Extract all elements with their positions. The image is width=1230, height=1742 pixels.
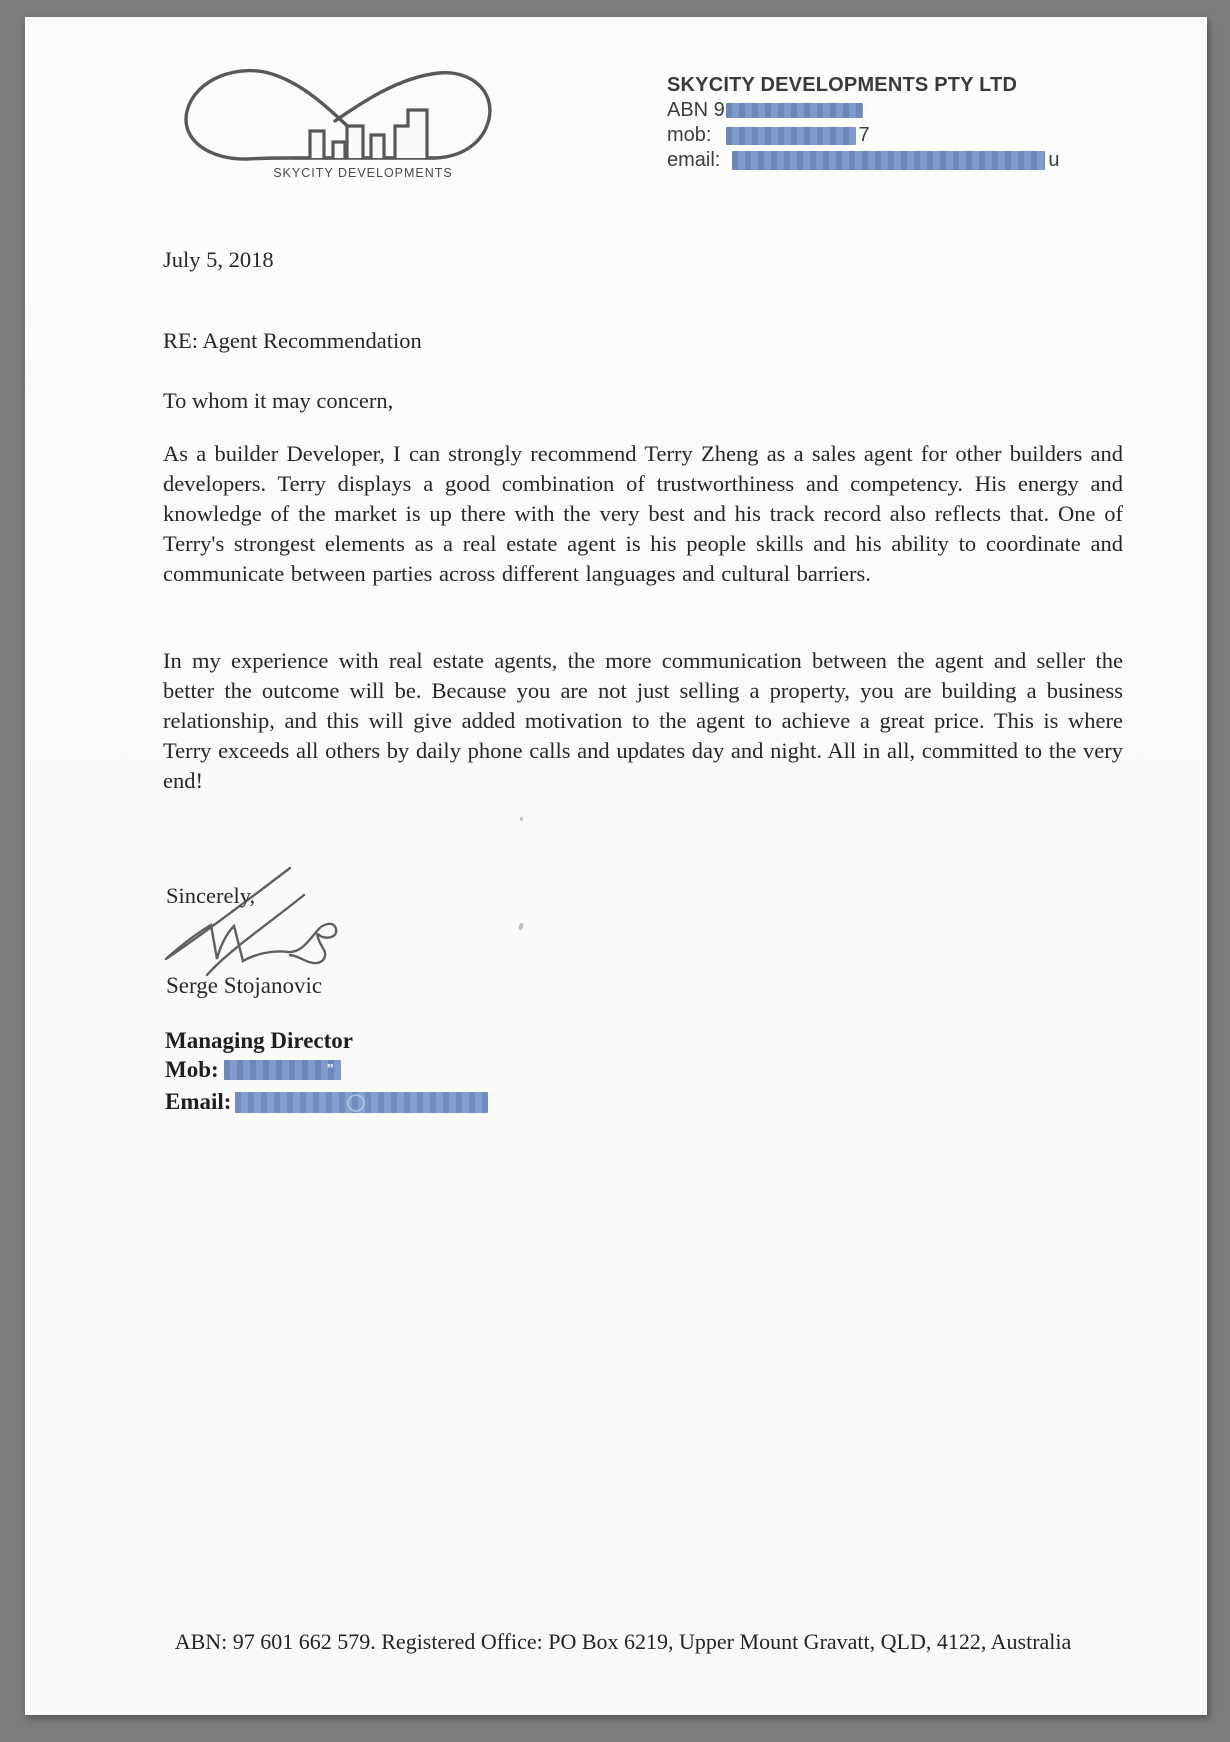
skycity-logo (177, 63, 499, 187)
mobile-suffix: 7 (858, 124, 870, 146)
email-label: email: (667, 149, 721, 171)
redaction-artifact-mark: ” (326, 1062, 334, 1077)
scan-speck (518, 923, 524, 931)
letter-date: July 5, 2018 (163, 247, 274, 272)
scan-speck (520, 817, 523, 821)
letter-page (25, 17, 1207, 1715)
email-redaction-bar (732, 151, 1045, 170)
email-line (667, 148, 1059, 173)
signer-name: Serge Stojanovic (166, 973, 323, 998)
letter-closing: Sincerely, (166, 883, 256, 908)
footer-abn-line: ABN: 97 601 662 579. Registered Office: PO Box 6219, Upper Mount Gravatt, QLD, 4122, Australia (174, 1629, 1072, 1654)
letter-salutation: To whom it may concern, (163, 388, 394, 413)
mobile-label: mob: (667, 124, 712, 146)
signer-email-line (165, 1089, 488, 1115)
email-suffix: u (1048, 149, 1060, 171)
logo-wordmark: SKYCITY DEVELOPMENTS (273, 166, 453, 180)
abn-line (667, 98, 1059, 123)
letter-paragraph-2: In my experience with real estate agents, the more communication between the agent and seller the better the outcome will be. Because you are not just selling a property, you are building a business relationship, and this will give added motivation to the agent to achieve a great price. This is where Terry exceeds all others by daily phone calls and updates day and night. All in all, committed to the very end! (163, 648, 1123, 793)
signer-mobile-label: Mob: (165, 1057, 219, 1082)
letter-paragraph-1: As a builder Developer, I can strongly recommend Terry Zheng as a sales agent for other builders and developers. Terry displays a good combination of trustworthiness and competency. His energy and knowledge of the market is up there with the very best and his track record also reflects that. One of Terry's strongest elements as a real estate agent is his people skills and his ability to coordinate and communicate between parties across different languages and cultural barriers. (163, 441, 1123, 586)
signer-mobile-line (165, 1057, 341, 1083)
ghost-at-mark (347, 1094, 365, 1112)
mobile-line (667, 123, 1059, 148)
signature-scribble (167, 924, 336, 963)
company-header-block (667, 73, 1059, 173)
skyline-icon (291, 110, 435, 158)
signature-slash-2 (207, 895, 304, 975)
mobile-redaction-bar (726, 127, 856, 145)
signature-slash-1 (166, 868, 290, 959)
abn-label: ABN 9 (667, 99, 725, 121)
letter-subject: RE: Agent Recommendation (163, 328, 422, 353)
abn-redaction-bar (726, 103, 863, 118)
signer-email-redaction-bar (235, 1092, 488, 1113)
signer-mobile-redaction-bar (224, 1060, 341, 1080)
signer-title: Managing Director (165, 1028, 354, 1053)
company-name: SKYCITY DEVELOPMENTS PTY LTD (667, 74, 1018, 96)
signer-email-label: Email: (165, 1089, 232, 1114)
